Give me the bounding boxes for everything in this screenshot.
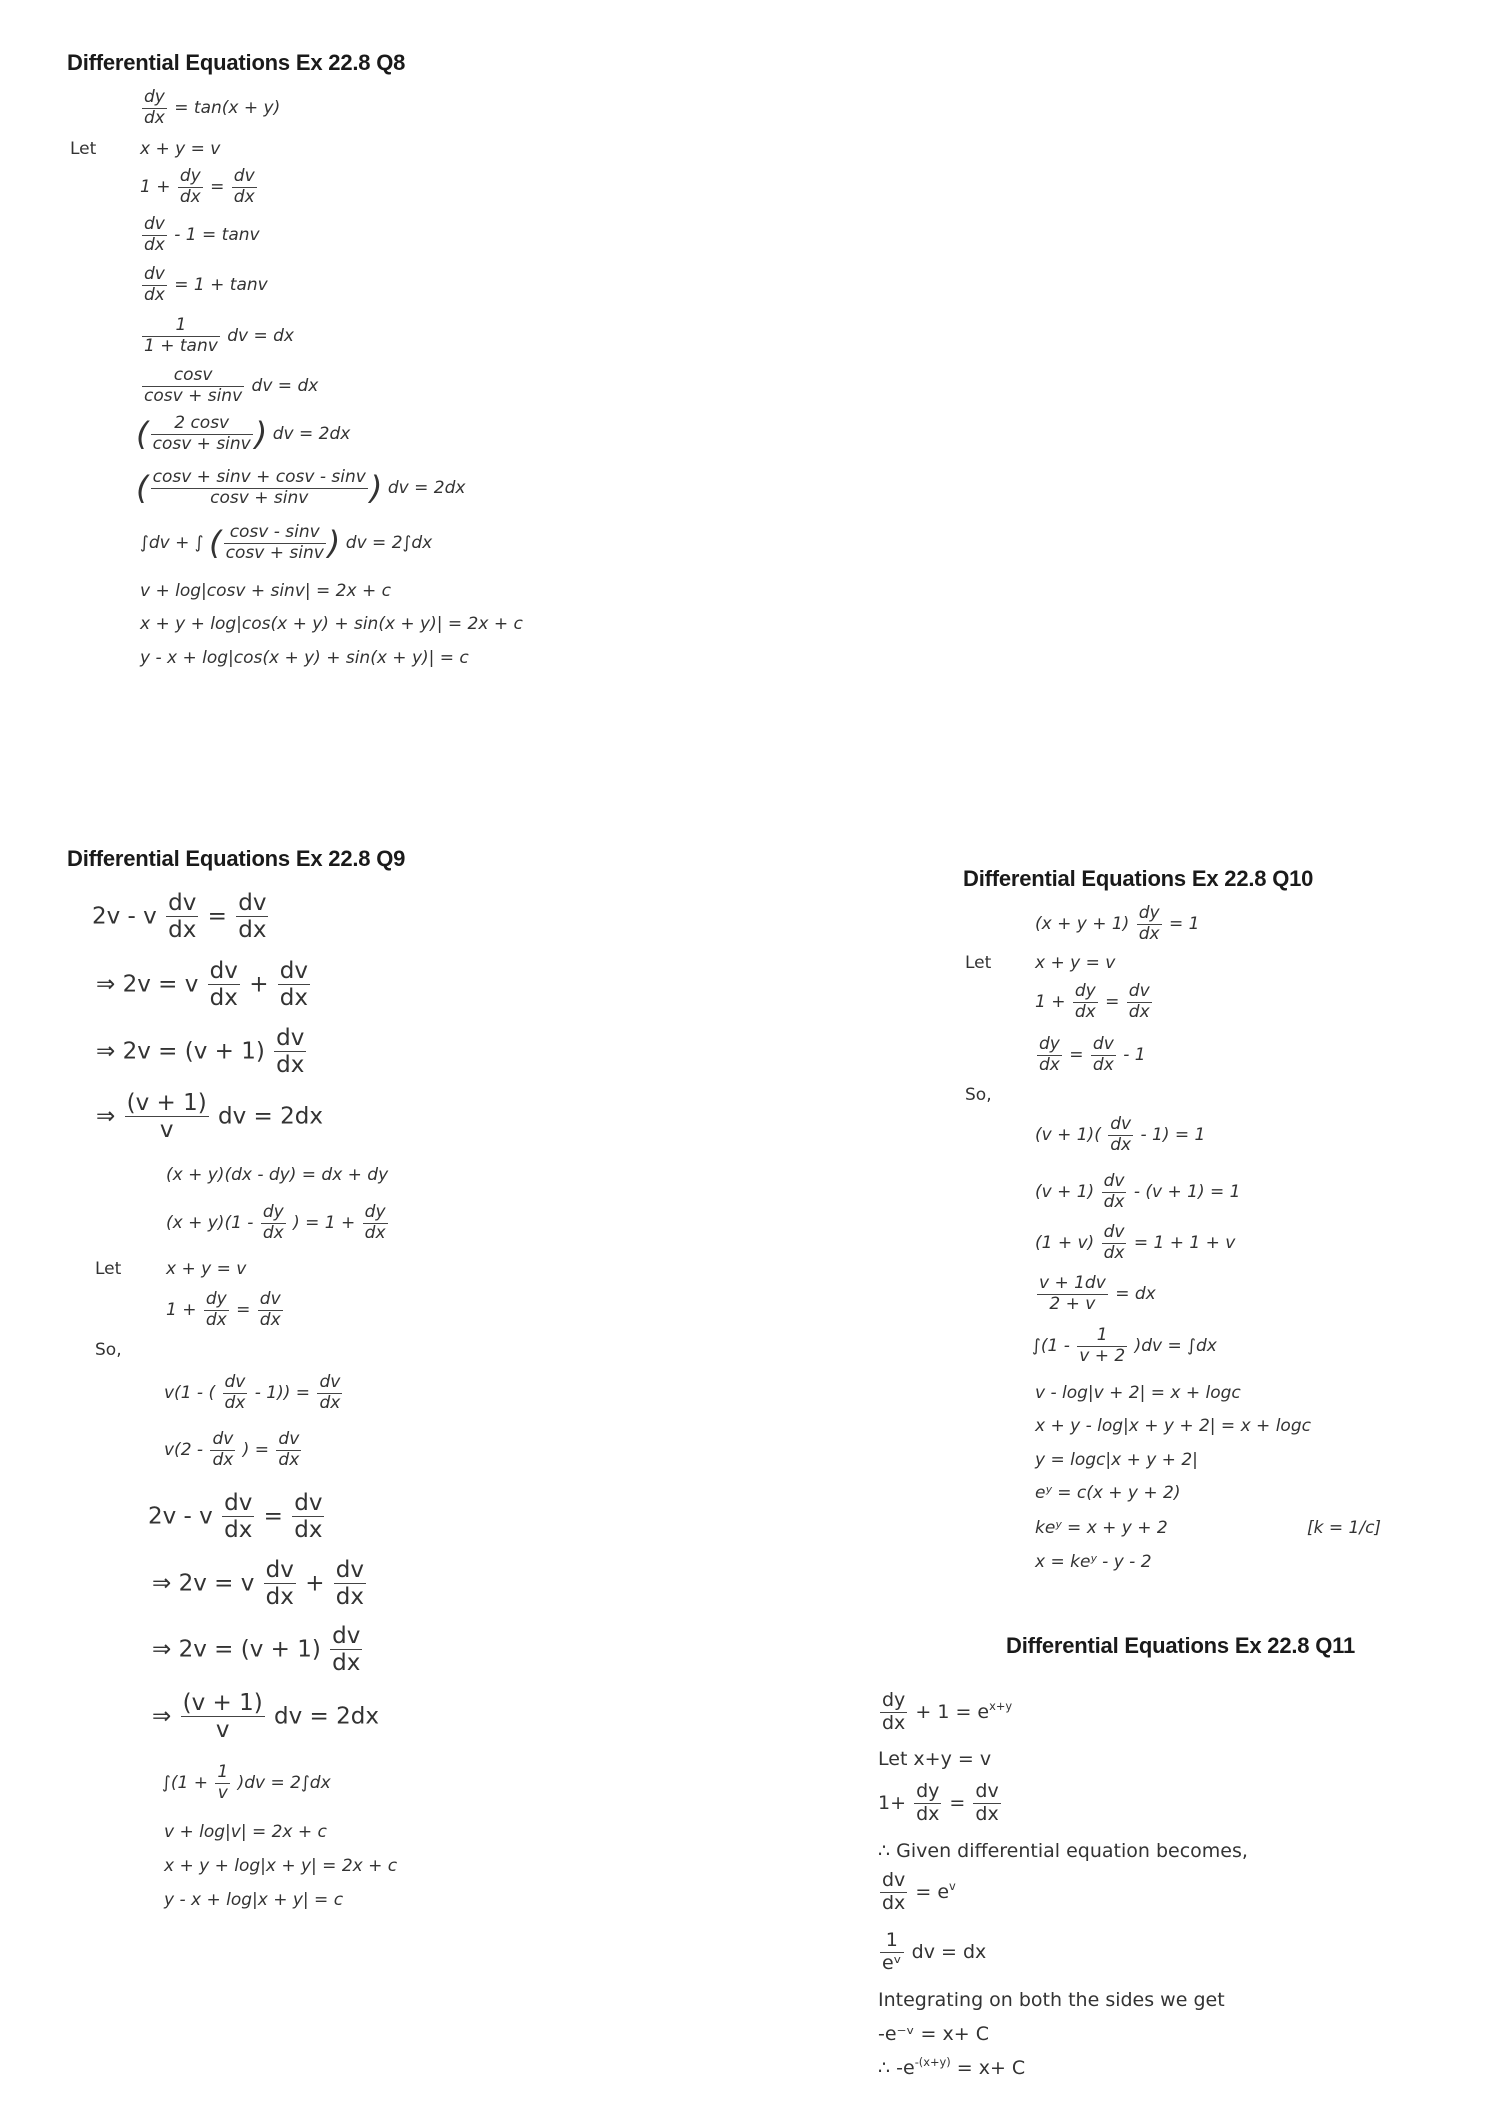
q9-line-c6: ⇒ $\frac{(v + 1)}{v}$ dv = 2dx	[152, 1690, 379, 1744]
q9-line-c8: v + log|v| = 2x + c	[164, 1822, 327, 1842]
q8-line-8: ( $\frac{2 \cos v}{\cos v + \sin v}$ ) dv = 2dx	[136, 413, 351, 454]
q8-line-13: y - x + log|cos(x + y) + sin(x + y)| = c	[140, 648, 469, 668]
q11-line-9: ∴ $-e^{-(x+y)} = x+ C$	[878, 2055, 1026, 2079]
q8-line-2: x + y = v	[140, 139, 221, 159]
q8-line-10: ∫dv + ∫ ( $\frac{\cos v - \sin v}{\cos v + \sin v}$ ) dv = 2∫dx	[140, 522, 433, 563]
q10-line-6: (v + 1) $\frac{dv}{dx}$ - (v + 1) = 1	[1035, 1171, 1241, 1212]
q10-line-11: x + y - log|x + y + 2| = x + logc	[1035, 1416, 1311, 1436]
q9-line-b4: 1 + $\frac{dy}{dx}$ = $\frac{dv}{dx}$	[166, 1289, 281, 1330]
q8-line-11: v + log|cosv + sinv| = 2x + c	[140, 581, 391, 601]
q10-line-7: (1 + v) $\frac{dv}{dx}$ = 1 + 1 + v	[1035, 1222, 1236, 1263]
q10-line-13: eʸ = c(x + y + 2)	[1035, 1483, 1181, 1503]
q9-line-b3: x + y = v	[166, 1259, 247, 1279]
q9-so-label: So,	[95, 1340, 122, 1360]
q11-line-1: $\frac{dy}{dx}$ + $1 = e^{x+y}$	[882, 1689, 1013, 1734]
q9-line-a2: ⇒ 2v = v $\frac{dv}{dx}$ + $\frac{dv}{dx}$	[96, 958, 308, 1012]
q8-line-1: $\frac{dy}{dx}$ = tan(x + y)	[144, 87, 281, 128]
q8-line-6: $\frac{1}{1 + \tan v}$ dv = dx	[144, 315, 294, 356]
q9-line-c5: ⇒ 2v = (v + 1) $\frac{dv}{dx}$	[152, 1623, 361, 1677]
q10-line-10: v - log|v + 2| = x + logc	[1035, 1383, 1241, 1403]
q11-line-3: 1+ $\frac{dy}{dx}$ = $\frac{dv}{dx}$	[878, 1780, 999, 1825]
q8-line-5: $\frac{dv}{dx}$ = 1 + tanv	[144, 264, 268, 305]
q10-line-14-note: [k = 1/c]	[1307, 1518, 1382, 1538]
q9-let-label: Let	[95, 1259, 122, 1279]
q9-line-c4: ⇒ 2v = v $\frac{dv}{dx}$ + $\frac{dv}{dx}$	[152, 1557, 364, 1611]
q8-line-7: $\frac{\cos v}{\cos v + \sin v}$ dv = dx	[144, 365, 319, 406]
q10-line-14: keʸ = x + y + 2	[1035, 1518, 1168, 1538]
q11-line-7: Integrating on both the sides we get	[878, 1989, 1225, 2011]
q10-heading: Differential Equations Ex 22.8 Q10	[963, 866, 1314, 891]
q10-line-2: x + y = v	[1035, 953, 1116, 973]
q10-line-15: x = keʸ - y - 2	[1035, 1552, 1152, 1572]
q11-line-8: -e⁻ᵛ = x+ C	[878, 2023, 989, 2045]
q10-line-1: (x + y + 1) $\frac{dy}{dx}$ = 1	[1035, 903, 1200, 944]
q9-line-c2: v(2 - $\frac{dv}{dx}$ ) = $\frac{dv}{dx}$	[164, 1429, 300, 1470]
q10-line-12: y = logc|x + y + 2|	[1035, 1450, 1198, 1470]
q10-line-4: $\frac{dy}{dx}$ = $\frac{dv}{dx}$ - 1	[1039, 1034, 1146, 1075]
q9-line-b2: (x + y)(1 - $\frac{dy}{dx}$ ) = 1 + $\frac{dy}{dx}$	[166, 1202, 386, 1243]
q9-line-c7: ∫(1 + $\frac{1}{v}$ )dv = 2∫dx	[162, 1762, 331, 1803]
q9-line-b1: (x + y)(dx - dy) = dx + dy	[166, 1165, 389, 1185]
q8-line-4: $\frac{dv}{dx}$ - 1 = tanv	[144, 214, 260, 255]
q9-line-c9: x + y + log|x + y| = 2x + c	[164, 1856, 398, 1876]
q10-line-8: $\frac{v + 1dv}{2 + v}$ = dx	[1039, 1273, 1156, 1314]
q10-line-9: ∫(1 - $\frac{1}{v + 2}$ )dv = ∫dx	[1032, 1325, 1217, 1366]
q10-line-3: 1 + $\frac{dy}{dx}$ = $\frac{dv}{dx}$	[1035, 981, 1150, 1022]
q10-so-label: So,	[965, 1085, 992, 1105]
q11-line-5: $\frac{dv}{dx}$ = $e^v$	[882, 1869, 956, 1914]
q9-line-a3: ⇒ 2v = (v + 1) $\frac{dv}{dx}$	[96, 1025, 305, 1079]
q9-line-a1: 2v - v $\frac{dv}{dx}$ = $\frac{dv}{dx}$	[92, 890, 267, 944]
q11-line-2: Let x+y = v	[878, 1748, 992, 1770]
q9-line-c3: 2v - v $\frac{dv}{dx}$ = $\frac{dv}{dx}$	[148, 1490, 323, 1544]
q11-line-4: ∴ Given differential equation becomes,	[878, 1840, 1248, 1862]
q11-line-6: $\frac{1}{\text{eᵛ}}$ dv = dx	[882, 1929, 987, 1974]
q8-heading: Differential Equations Ex 22.8 Q8	[67, 50, 406, 75]
q9-heading: Differential Equations Ex 22.8 Q9	[67, 846, 406, 871]
q9-line-c1: v(1 - ( $\frac{dv}{dx}$ - 1)) = $\frac{dv}{dx}$	[164, 1372, 341, 1413]
q11-heading: Differential Equations Ex 22.8 Q11	[1006, 1633, 1355, 1658]
q8-line-9: ( $\frac{\cos v + \sin v + \cos v - \sin v}{\cos v + \sin v}$ ) dv = 2dx	[136, 467, 466, 508]
q9-line-c10: y - x + log|x + y| = c	[164, 1890, 344, 1910]
q9-line-a4: ⇒ $\frac{(v + 1)}{v}$ dv = 2dx	[96, 1090, 323, 1144]
q10-let-label: Let	[965, 953, 992, 973]
q8-let-label: Let	[70, 139, 97, 159]
q8-line-12: x + y + log|cos(x + y) + sin(x + y)| = 2x + c	[140, 614, 523, 634]
q8-line-3: 1 + $\frac{dy}{dx}$ = $\frac{dv}{dx}$	[140, 166, 255, 207]
q10-line-5: (v + 1)( $\frac{dv}{dx}$ - 1) = 1	[1035, 1114, 1206, 1155]
